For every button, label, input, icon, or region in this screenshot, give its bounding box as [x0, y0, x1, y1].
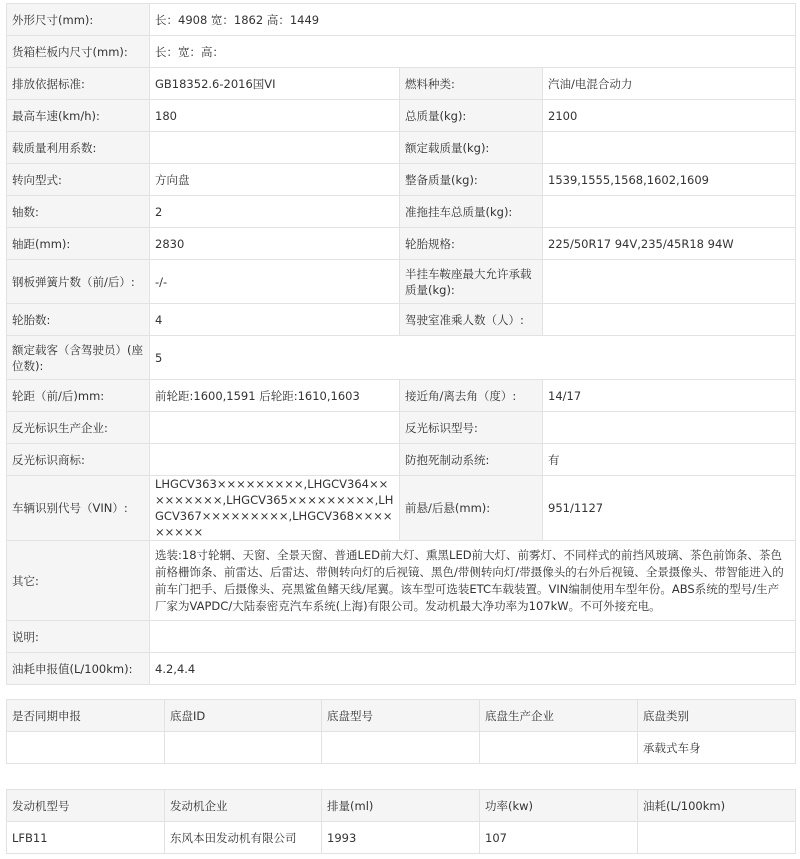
other-label: 其它: [7, 541, 150, 621]
emission-label: 排放依据标准: [7, 68, 150, 100]
saddle-value [543, 260, 796, 304]
track-label: 轮距（前/后)mm: [7, 380, 150, 412]
param-row [7, 260, 796, 304]
dims-value: 长：4908 宽：1862 高：1449 [150, 4, 796, 36]
chassis-header: 底盘生产企业 [480, 700, 638, 732]
param-row [7, 100, 796, 132]
cargo-value: 长：宽：高： [150, 36, 796, 68]
engine-header: 排量(ml) [322, 790, 480, 822]
engine-header: 功率(kw) [480, 790, 638, 822]
cargo-label: 货箱栏板内尺寸(mm): [7, 36, 150, 68]
param-row [7, 68, 796, 100]
dims-label: 外形尺寸(mm): [7, 4, 150, 36]
param-row [7, 621, 796, 653]
reflect-maker-label: 反光标识生产企业: [7, 412, 150, 444]
reflect-brand-label: 反光标识商标: [7, 444, 150, 476]
trailer-mass-label: 准拖挂车总质量(kg): [400, 196, 543, 228]
chassis-header: 底盘型号 [322, 700, 480, 732]
fuel-cons-value: 4.2,4.4 [150, 653, 796, 685]
wheelbase-label: 轴距(mm): [7, 228, 150, 260]
vin-value: LHGCV363×××××××××,LHGCV364×××××××××,LHGCV365×××××××××,LHGCV367×××××××××,LHGCV368××××××××× [150, 476, 400, 541]
tire-label: 轮胎规格: [400, 228, 543, 260]
chassis-cell [480, 732, 638, 764]
trailer-mass-value [543, 196, 796, 228]
fuel-label: 燃料种类: [400, 68, 543, 100]
axles-value: 2 [150, 196, 400, 228]
other-value: 选装:18寸轮辋、天窗、全景天窗、普通LED前大灯、熏黑LED前大灯、前雾灯、不同样式的前挡风玻璃、茶色前饰条、茶色前格栅饰条、前雷达、后雷达、带侧转向灯的后视镜、黑色/带侧转向灯/带摄像头的右外后视镜、全景摄像头、带智能进入的前车门把手、后摄像头、亮黑鲨鱼鳍天线/尾翼。该车型可选装ETC车载装置。VIN编制使用车型年份。ABS系统的型号/生产厂家为VAPDC/大陆泰密克汽车系统(上海)有限公司。发动机最大净功率为107kW。不可外接充电。 [150, 541, 796, 621]
curb-mass-value: 1539,1555,1568,1602,1609 [543, 164, 796, 196]
cab-label: 驾驶室准乘人数（人）: [400, 304, 543, 336]
saddle-label: 半挂车鞍座最大允许承载质量(kg): [400, 260, 543, 304]
engine-cell: 107 [480, 822, 638, 854]
overhang-label: 前悬/后悬(mm): [400, 476, 543, 541]
engine-cell: 东风本田发动机有限公司 [165, 822, 322, 854]
rated-load-label: 额定载质量(kg): [400, 132, 543, 164]
wheelbase-value: 2830 [150, 228, 400, 260]
speed-value: 180 [150, 100, 400, 132]
param-row [7, 412, 796, 444]
tire-count-label: 轮胎数: [7, 304, 150, 336]
fuel-cons-label: 油耗申报值(L/100km): [7, 653, 150, 685]
param-row [7, 196, 796, 228]
param-row [7, 444, 796, 476]
param-row [7, 36, 796, 68]
note-value [150, 621, 796, 653]
reflect-brand-value [150, 444, 400, 476]
angle-value: 14/17 [543, 380, 796, 412]
vin-label: 车辆识别代号（VIN）: [7, 476, 150, 541]
param-row [7, 132, 796, 164]
reflect-model-label: 反光标识型号: [400, 412, 543, 444]
chassis-header: 是否同期申报 [7, 700, 165, 732]
overhang-value: 951/1127 [543, 476, 796, 541]
param-row [7, 380, 796, 412]
load-util-value [150, 132, 400, 164]
engine-cell [638, 822, 796, 854]
chassis-cell [165, 732, 322, 764]
steering-value: 方向盘 [150, 164, 400, 196]
engine-cell: 1993 [322, 822, 480, 854]
rated-load-value [543, 132, 796, 164]
engine-table [6, 789, 796, 854]
engine-cell: LFB11 [7, 822, 165, 854]
angle-label: 接近角/离去角（度）: [400, 380, 543, 412]
load-util-label: 载质量利用系数: [7, 132, 150, 164]
param-row [7, 653, 796, 685]
chassis-cell [322, 732, 480, 764]
abs-value: 有 [543, 444, 796, 476]
seats-label: 额定载客（含驾驶员）(座位数): [7, 336, 150, 380]
engine-header: 油耗(L/100km) [638, 790, 796, 822]
chassis-header: 底盘类别 [638, 700, 796, 732]
note-label: 说明: [7, 621, 150, 653]
abs-label: 防抱死制动系统: [400, 444, 543, 476]
tire-value: 225/50R17 94V,235/45R18 94W [543, 228, 796, 260]
param-row [7, 476, 796, 541]
steering-label: 转向型式: [7, 164, 150, 196]
curb-mass-label: 整备质量(kg): [400, 164, 543, 196]
reflect-maker-value [150, 412, 400, 444]
param-row [7, 228, 796, 260]
cab-value [543, 304, 796, 336]
chassis-cell [7, 732, 165, 764]
track-value: 前轮距:1600,1591 后轮距:1610,1603 [150, 380, 400, 412]
engine-header: 发动机型号 [7, 790, 165, 822]
param-row [7, 336, 796, 380]
table-header-row [7, 700, 796, 732]
table-header-row [7, 790, 796, 822]
chassis-header: 底盘ID [165, 700, 322, 732]
param-row [7, 164, 796, 196]
seats-value: 5 [150, 336, 796, 380]
spring-label: 钢板弹簧片数（前/后）: [7, 260, 150, 304]
chassis-cell: 承载式车身 [638, 732, 796, 764]
chassis-table [6, 699, 796, 764]
param-row [7, 304, 796, 336]
vehicle-params-table [6, 3, 796, 685]
spring-value: -/- [150, 260, 400, 304]
param-row [7, 4, 796, 36]
speed-label: 最高车速(km/h): [7, 100, 150, 132]
total-mass-value: 2100 [543, 100, 796, 132]
fuel-value: 汽油/电混合动力 [543, 68, 796, 100]
table-row [7, 732, 796, 764]
axles-label: 轴数: [7, 196, 150, 228]
emission-value: GB18352.6-2016国VI [150, 68, 400, 100]
total-mass-label: 总质量(kg): [400, 100, 543, 132]
param-row [7, 541, 796, 621]
table-row [7, 822, 796, 854]
engine-header: 发动机企业 [165, 790, 322, 822]
tire-count-value: 4 [150, 304, 400, 336]
reflect-model-value [543, 412, 796, 444]
